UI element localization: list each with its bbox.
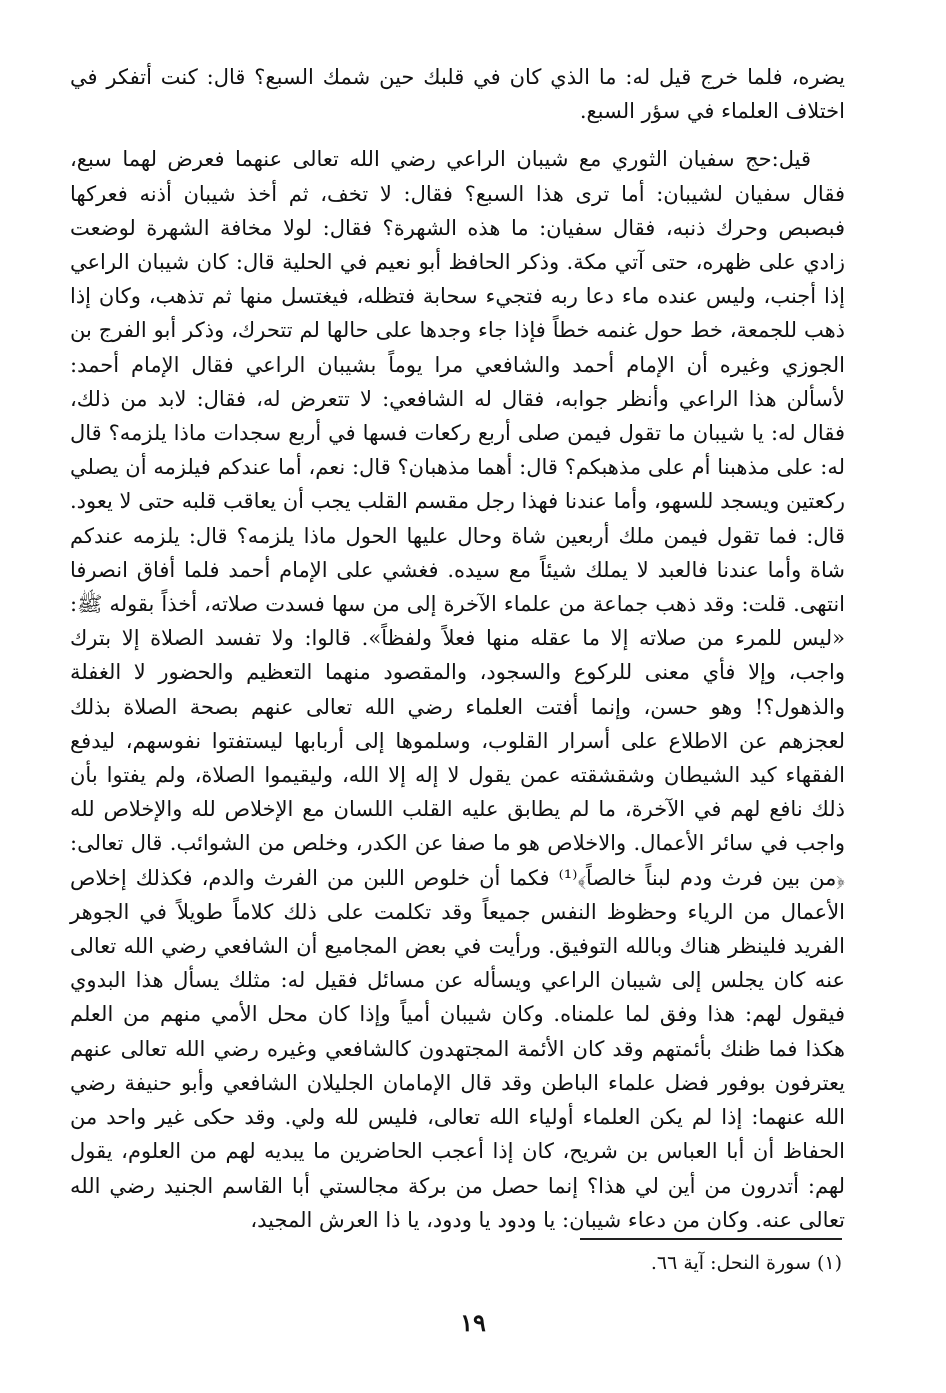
footnote-divider — [580, 1238, 842, 1240]
footnote-marker: (١) — [816, 1252, 842, 1274]
paragraph-2: قيل:حج سفيان الثوري مع شيبان الراعي رضي الله تعالى عنهما فعرض لهما سبع، فقال سفيان لشيبان: أما ترى هذا السبع؟ فقال: لا تخف، ثم أخذ شيبان أذنه فعركها فبصبص وحرك ذنبه، فقال سفيان: ما هذه الشهرة؟ فقال: لولا مخافة الشهرة لوضعت زادي على ظهره، حتى آتي مكة. وذكر الحافظ أبو نعيم في الحلية قال: كان شيبان الراعي إذا أجنب، وليس عنده ماء دعا ربه فتجيء سحابة فتظله، فيغتسل منها ثم تذهب، وكان إذا ذهب للجمعة، خط حول غنمه خطاً فإذا جاء وجدها على حالها لم تتحرك، وذكر أبو الفرج بن الجوزي وغيره أن الإمام أحمد والشافعي مرا يوماً بشيبان الراعي فقال الإمام أحمد: لأسألن هذا الراعي وأنظر جوابه، فقال له الشافعي: لا تتعرض له، فقال: لابد من ذلك، فقال له: يا شيبان ما تقول فيمن صلى أربع ركعات فسها في أربع سجدات ماذا يلزمه؟ قال له: على مذهبنا أم على مذهبكم؟ قال: أهما مذهبان؟ قال: نعم، أما عندكم فيلزمه أن يصلي ركعتين ويسجد للسهو، وأما عندنا فهذا رجل مقسم القلب يجب أن يعاقب قلبه حتى لا يعود. قال: فما تقول فيمن ملك أربعين شاة وحال عليها الحول ماذا يلزمه؟ قال: يلزمه عندكم شاة وأما عندنا فالعبد لا يملك شيئاً مع سيده. فغشي على الإمام أحمد فلما أفاق انصرفا انتهى. قلت: وقد ذهب جماعة من علماء الآخرة إلى من سها فسدت صلاته، أخذاً بقوله ﷺ: «ليس للمرء من صلاته إلا ما عقله منها فعلاً ولفظاً». قالوا: ولا تفسد الصلاة إلا بترك واجب، وإلا فأي معنى للركوع والسجود، والمقصود منهما التعظيم والحضور لا الغفلة والذهول؟! وهو حسن، وإنما أفتت العلماء رضي الله تعالى عنهم بصحة الصلاة بذلك لعجزهم عن الاطلاع على أسرار القلوب، وسلموها إلى أربابها ليستفتوا نفوسهم، ليدفع الفقهاء كيد الشيطان وشقشقته عمن يقول لا إله إلا الله، وليقيموا الصلاة، ولم يفتوا بأن ذلك نافع لهم في الآخرة، ما لم يطابق عليه القلب اللسان مع الإخلاص لله والإخلاص لله واجب في سائر الأعمال. والاخلاص هو ما صفا عن الكدر، وخلص من الشوائب. قال تعالى: ﴿من بين فرث ودم لبناً خالصاً﴾⁽¹⁾ فكما أن خلوص اللبن من الفرث والدم، فكذلك إخلاص الأعمال من الرياء وحظوظ النفس جميعاً وقد تكلمت على ذلك كلاماً طويلاً في الجوهر الفريد فلينظر هناك وبالله التوفيق. ورأيت في بعض المجاميع أن الشافعي رضي الله تعالى عنه كان يجلس إلى شيبان الراعي ويسأله عن مسائل فقيل له: مثلك يسأل هذا البدوي فيقول لهم: هذا وفق لما علمناه. وكان شيبان أمياً وإذا كان محل الأمي منهم من العلم هكذا فما ظنك بأئمتهم وقد كان الأئمة المجتهدون كالشافعي وغيره رضي الله تعالى عنهم يعترفون بوفور فضل علماء الباطن وقد قال الإمامان الجليلان الشافعي وأبو حنيفة رضي الله عنهما: إذا لم يكن العلماء أولياء الله تعالى، فليس لله ولي. وقد حكى غير واحد من الحفاظ أن أبا العباس بن شريح، كان إذا أعجب الحاضرين ما يبديه لهم من العلوم، يقول لهم: أتدرون من أين لي هذا؟ إنما حصل من بركة مجالستي أبا القاسم الجنيد رضي الله تعالى عنه. وكان من دعاء شيبان: يا ودود يا ودود، يا ذا العرش المجيد، — [70, 147, 846, 1232]
footnote — [651, 1248, 842, 1278]
page-body — [70, 60, 845, 1237]
footnote-text: سورة النحل: آية ٦٦. — [650, 1252, 811, 1274]
paragraph-1: يضره، فلما خرج قيل له: ما الذي كان في قلبك حين شمك السبع؟ قال: كنت أتفكر في اختلاف العلماء في سؤر السبع. — [70, 65, 845, 124]
page-number: ١٩ — [460, 1308, 486, 1337]
